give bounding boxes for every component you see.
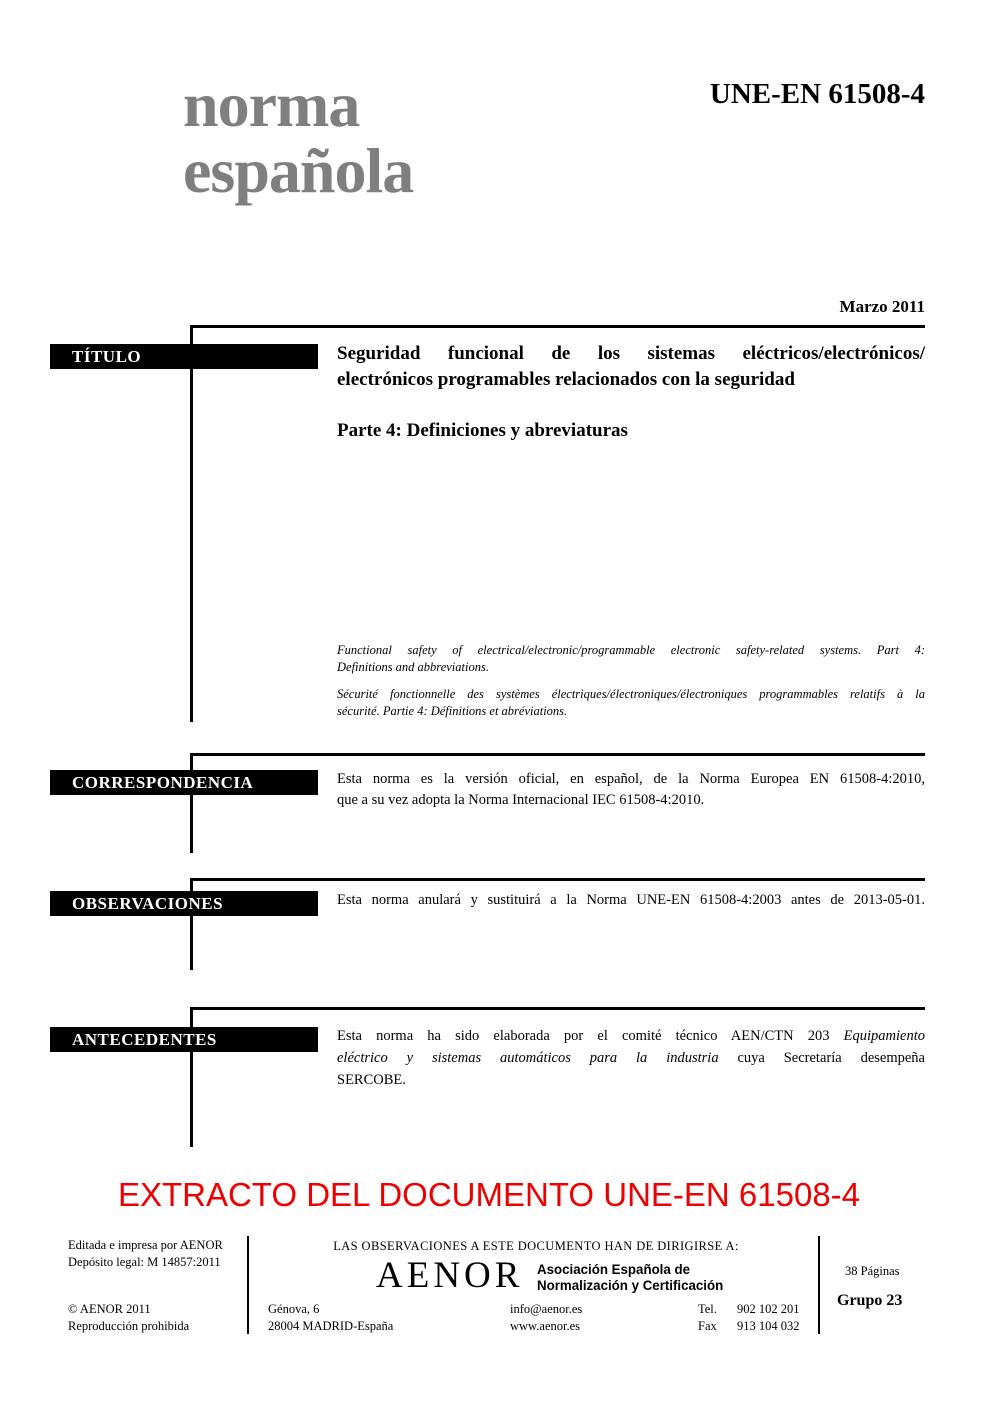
standard-code: UNE-EN 61508-4 <box>709 78 925 110</box>
antecedentes-text <box>337 1025 925 1091</box>
section-label-antecedentes: ANTECEDENTES <box>50 1027 318 1052</box>
page-count: 38 Páginas <box>845 1264 900 1278</box>
email-address: info@aenor.es <box>510 1302 583 1316</box>
extract-heading: EXTRACTO DEL DOCUMENTO UNE-EN 61508-4 <box>117 1176 861 1213</box>
section-divider <box>190 1007 925 1010</box>
section-divider <box>190 878 925 881</box>
section-label-titulo: TÍTULO <box>50 344 318 369</box>
fax-row <box>698 1318 800 1335</box>
antecedentes-line-2 <box>337 1047 925 1069</box>
group-label: Grupo 23 <box>837 1292 903 1309</box>
organization-name <box>537 1261 723 1293</box>
committee-name-italic: eléctrico y sistemas automáticos para la industria <box>337 1050 719 1066</box>
edited-by: Editada e impresa por AENOR <box>68 1238 223 1252</box>
correspondencia-text <box>337 769 925 811</box>
observaciones-line-1: Esta norma anulará y sustituirá a la Norma UNE-EN 61508-4:2003 antes de 2013-05-01. <box>337 892 925 908</box>
city-address: 28004 MADRID-España <box>268 1319 394 1333</box>
document-title <box>337 341 925 393</box>
publisher-brand <box>183 69 414 206</box>
copyright-block <box>68 1301 189 1335</box>
tel-label: Tel. <box>698 1302 717 1316</box>
contact-web-block <box>510 1301 582 1335</box>
correspondencia-line-2: que a su vez adopta la Norma Internacional IEC 61508-4:2010. <box>337 792 705 808</box>
antecedentes-text-normal: cuya Secretaría desempeña <box>737 1050 925 1066</box>
antecedentes-line-1 <box>337 1025 925 1047</box>
title-english <box>337 642 925 676</box>
section-rule <box>190 753 193 853</box>
document-subtitle: Parte 4: Definiciones y abreviaturas <box>337 420 628 441</box>
phone-block <box>698 1301 800 1335</box>
correspondencia-line-1: Esta norma es la versión oficial, en español, de la Norma Europea EN 61508-4:2010, <box>337 771 925 787</box>
section-label-correspondencia: CORRESPONDENCIA <box>50 770 318 795</box>
section-rule <box>190 325 193 722</box>
section-divider <box>190 325 925 328</box>
title-line-1: Seguridad funcional de los sistemas eléctricos/electrónicos/ <box>337 343 925 364</box>
title-en-line-1: Functional safety of electrical/electronic/programmable electronic safety-related systems. Part 4: <box>337 643 925 657</box>
issue-date: Marzo 2011 <box>839 297 925 316</box>
title-fr-line-1: Sécurité fonctionnelle des systèmes électriques/électroniques/électroniques programmables relatifs à la <box>337 687 925 701</box>
observations-notice: LAS OBSERVACIONES A ESTE DOCUMENTO HAN DE DIRIGIRSE A: <box>333 1239 739 1253</box>
title-fr-line-2: sécurité. Partie 4: Définitions et abréviations. <box>337 704 568 718</box>
address-block <box>268 1301 393 1335</box>
reproduction-notice: Reproducción prohibida <box>68 1319 190 1333</box>
section-label-observaciones: OBSERVACIONES <box>50 891 318 916</box>
publisher-imprint <box>68 1237 223 1271</box>
copyright-notice: © AENOR 2011 <box>68 1302 151 1316</box>
brand-line-1: norma <box>183 69 360 140</box>
street-address: Génova, 6 <box>268 1302 320 1316</box>
aenor-logo: AENOR <box>376 1255 524 1296</box>
org-line-2: Normalización y Certificación <box>537 1277 724 1293</box>
antecedentes-line-3: SERCOBE. <box>337 1072 406 1088</box>
title-line-2: electrónicos programables relacionados con la seguridad <box>337 369 795 390</box>
tel-number: 902 102 201 <box>737 1302 800 1316</box>
website-address: www.aenor.es <box>510 1319 581 1333</box>
committee-name-italic: Equipamiento <box>843 1028 926 1044</box>
footer-divider <box>818 1236 820 1334</box>
fax-number: 913 104 032 <box>737 1319 800 1333</box>
footer-divider <box>247 1236 249 1334</box>
observaciones-text <box>337 890 925 911</box>
section-divider <box>190 753 925 756</box>
antecedentes-text-normal: Esta norma ha sido elaborada por el comité técnico AEN/CTN 203 <box>337 1028 830 1044</box>
org-line-1: Asociación Española de <box>537 1261 691 1277</box>
legal-deposit: Depósito legal: M 14857:2011 <box>68 1255 221 1269</box>
telephone-row <box>698 1301 800 1318</box>
title-french <box>337 686 925 720</box>
title-en-line-2: Definitions and abbreviations. <box>337 660 489 674</box>
fax-label: Fax <box>698 1319 717 1333</box>
brand-line-2: española <box>183 135 414 206</box>
